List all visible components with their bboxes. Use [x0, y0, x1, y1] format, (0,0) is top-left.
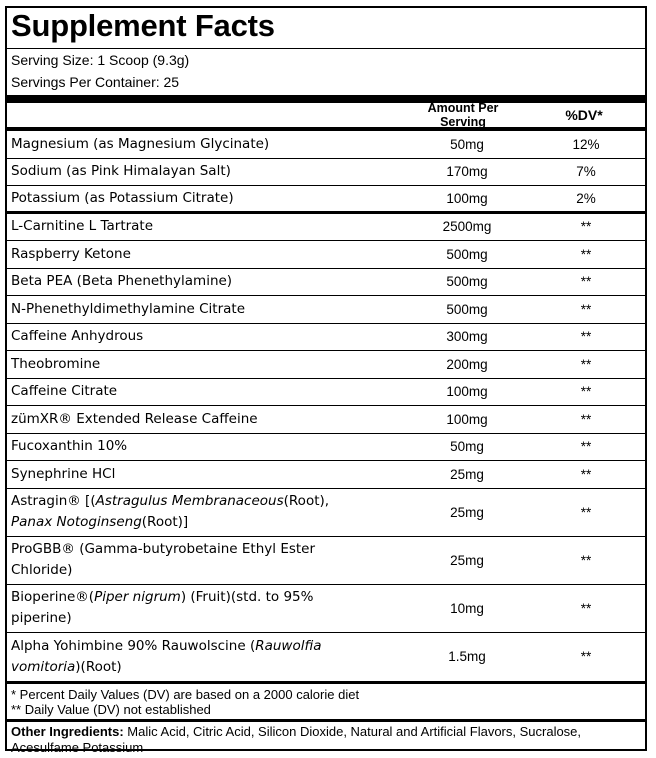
ingredient-amount: 200mg [446, 356, 488, 372]
table-row [7, 489, 645, 537]
table-row [7, 324, 645, 352]
ingredient-dv: ** [580, 552, 592, 568]
ingredient-amount: 50mg [450, 439, 484, 455]
ingredient-amount: 2500mg [442, 219, 492, 235]
ingredient-name: zümXR® Extended Release Caffeine [11, 410, 258, 427]
ingredient-dv: ** [580, 356, 592, 372]
header-dv: %DV* [565, 107, 603, 123]
table-row [7, 269, 645, 297]
table-row [7, 633, 645, 681]
ingredient-name: Fucoxanthin 10% [11, 438, 128, 455]
footnote-dv: * Percent Daily Values (DV) are based on a 2000 calorie diet [11, 686, 360, 702]
table-row [7, 159, 645, 187]
table-row [7, 461, 645, 489]
ingredient-rows [7, 131, 645, 489]
ingredient-name: Magnesium (as Magnesium Glycinate) [11, 135, 270, 152]
ingredient-name: Alpha Yohimbine 90% Rauwolscine (Rauwolfia vomitoria)(Root) [11, 637, 322, 675]
ingredient-name: Potassium (as Potassium Citrate) [11, 189, 234, 206]
ingredient-amount: 300mg [446, 329, 488, 345]
ingredient-name: Sodium (as Pink Himalayan Salt) [11, 163, 231, 180]
ingredient-name: Caffeine Citrate [11, 383, 118, 400]
ingredient-amount: 10mg [450, 600, 484, 616]
ingredient-dv: ** [580, 466, 592, 482]
ingredient-dv: ** [580, 504, 592, 520]
ingredient-amount: 100mg [446, 190, 488, 206]
ingredient-name: Synephrine HCl [11, 465, 116, 482]
footnotes [7, 681, 645, 719]
table-row [7, 406, 645, 434]
ingredient-amount: 25mg [450, 504, 484, 520]
ingredient-name: Beta PEA (Beta Phenethylamine) [11, 273, 233, 290]
ingredient-name: Caffeine Anhydrous [11, 328, 144, 345]
table-row [7, 131, 645, 159]
table-row [7, 214, 645, 242]
supplement-facts-panel [5, 6, 647, 755]
ingredient-amount: 25mg [450, 552, 484, 568]
table-row [7, 241, 645, 269]
ingredient-dv: ** [580, 246, 592, 262]
ingredient-name: Astragin® [(Astragulus Membranaceous(Root), Panax Notoginseng(Root)] [11, 493, 330, 530]
ingredient-dv: ** [580, 301, 592, 317]
ingredient-dv: ** [580, 329, 592, 345]
ingredient-name: Bioperine®(Piper nigrum) (Fruit)(std. to 95% piperine) [11, 589, 314, 626]
serving-size: Serving Size: 1 Scoop (9.3g) [7, 48, 645, 71]
ingredient-dv: 7% [576, 164, 596, 180]
ingredient-name: ProGBB® (Gamma-butyrobetaine Ethyl Ester Chloride) [11, 541, 316, 578]
table-row [7, 351, 645, 379]
ingredient-name: Theobromine [11, 355, 101, 372]
ingredient-amount: 1.5mg [448, 649, 486, 664]
ingredient-amount: 25mg [450, 466, 484, 482]
ingredient-dv: 2% [576, 190, 596, 206]
table-row [7, 537, 645, 585]
ingredient-name: N-Phenethyldimethylamine Citrate [11, 300, 246, 317]
ingredient-amount: 100mg [446, 411, 488, 427]
ingredient-dv: ** [580, 274, 592, 290]
table-row [7, 585, 645, 633]
ingredient-dv: ** [580, 219, 592, 235]
table-row [7, 186, 645, 214]
other-ingredients [7, 719, 645, 758]
ingredient-dv: ** [580, 384, 592, 400]
table-header [7, 103, 645, 131]
ingredient-amount: 170mg [446, 164, 488, 180]
thick-divider [7, 95, 645, 103]
table-row [7, 379, 645, 407]
ingredient-dv: 12% [572, 136, 600, 152]
ingredient-dv: ** [580, 439, 592, 455]
footnote-not-established: ** Daily Value (DV) not established [11, 701, 211, 717]
ingredient-amount: 500mg [446, 274, 488, 290]
other-ingredients-text: Malic Acid, Citric Acid, Silicon Dioxide, Natural and Artificial Flavors, Sucralose, Acesulfame Potassium [11, 723, 582, 755]
panel-title: Supplement Facts [11, 8, 275, 43]
ingredient-dv: ** [580, 649, 592, 664]
ingredient-amount: 500mg [446, 246, 488, 262]
ingredient-dv: ** [580, 411, 592, 427]
table-row [7, 296, 645, 324]
other-ingredients-label: Other Ingredients: [11, 723, 124, 739]
servings-per-container: Servings Per Container: 25 [11, 74, 180, 90]
table-row [7, 434, 645, 462]
ingredient-amount: 500mg [446, 301, 488, 317]
ingredient-amount: 50mg [450, 136, 484, 152]
ingredient-name: L-Carnitine L Tartrate [11, 218, 154, 235]
ingredient-amount: 100mg [446, 384, 488, 400]
ingredient-dv: ** [580, 600, 592, 616]
header-amount: Amount Per Serving [427, 101, 499, 129]
ingredient-name: Raspberry Ketone [11, 245, 131, 262]
